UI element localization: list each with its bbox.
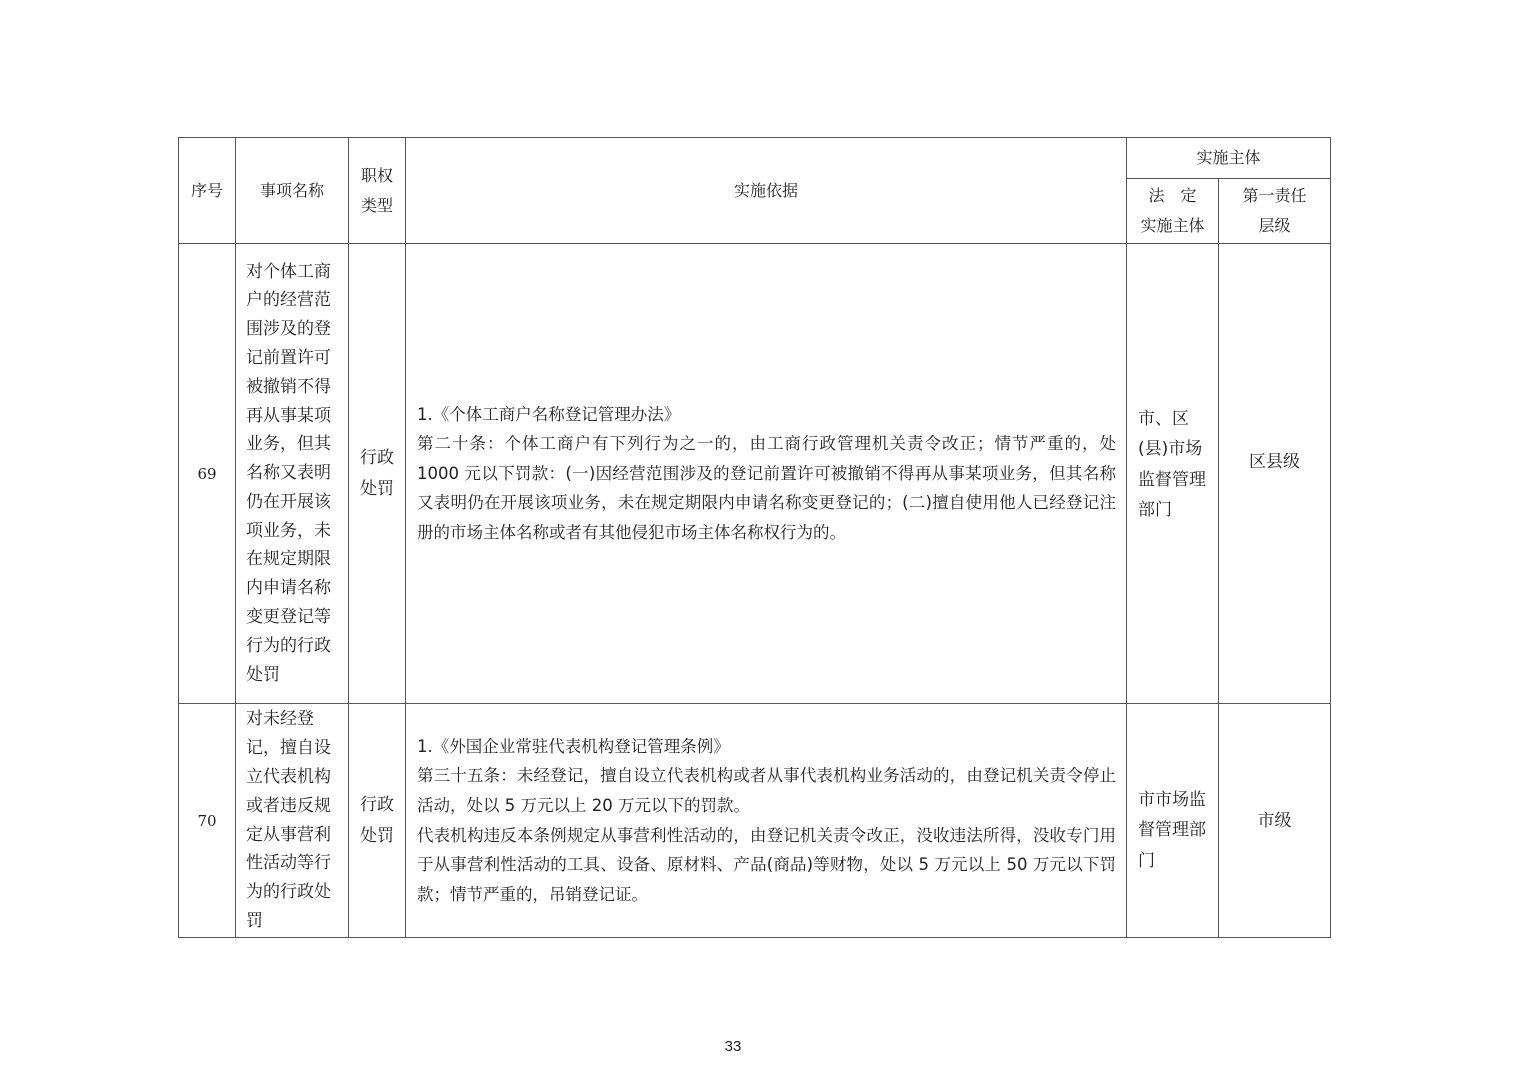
page-number: 33 bbox=[724, 1038, 742, 1055]
row-power-type-line2: 处罚 bbox=[360, 825, 394, 846]
header-first-level bbox=[1219, 179, 1331, 244]
header-implementer-group: 实施主体 bbox=[1127, 138, 1331, 179]
row-basis bbox=[406, 244, 1127, 704]
row-legal-implementer: 市市场监督管理部门 bbox=[1127, 704, 1219, 938]
header-first-level-line2: 层级 bbox=[1258, 216, 1291, 235]
row-power-type-line1: 行政 bbox=[360, 795, 394, 815]
table-row bbox=[179, 704, 1331, 938]
header-power-type-line1: 职权 bbox=[360, 165, 393, 185]
header-legal-implementer-line2: 实施主体 bbox=[1140, 216, 1205, 235]
header-legal-implementer-line1: 法 定 bbox=[1148, 186, 1197, 205]
header-power-type bbox=[349, 138, 406, 244]
basis-paragraph: 第二十条：个体工商户有下列行为之一的，由工商行政管理机关责令改正；情节严重的，处 1000 元以下罚款：(一)因经营范围涉及的登记前置许可被撤销不得再从事某项业务，但其名称又表明仍在开展该项业务，未在规定期限内申请名称变更登记的；(二)擅自使用他人已经登记注册的市场主体名称或者有其他侵犯市场主体名称权行为的。 bbox=[417, 434, 1116, 542]
header-seq: 序号 bbox=[179, 138, 236, 244]
row-first-level: 区县级 bbox=[1219, 244, 1331, 704]
header-power-type-line2: 类型 bbox=[360, 195, 393, 215]
row-power-type bbox=[349, 244, 406, 704]
row-legal-implementer: 市、区(县)市场监督管理部门 bbox=[1127, 244, 1219, 704]
header-item-name: 事项名称 bbox=[236, 138, 349, 244]
row-basis bbox=[406, 704, 1127, 938]
row-item-name: 对未经登记，擅自设立代表机构或者违反规定从事营利性活动等行为的行政处罚 bbox=[236, 704, 349, 938]
authority-table bbox=[178, 137, 1331, 938]
table-row bbox=[179, 244, 1331, 704]
basis-paragraph: 第三十五条：未经登记，擅自设立代表机构或者从事代表机构业务活动的，由登记机关责令停止活动，处以 5 万元以上 20 万元以下的罚款。 bbox=[417, 766, 1116, 815]
header-legal-implementer bbox=[1127, 179, 1219, 244]
header-row-1 bbox=[179, 138, 1331, 179]
row-power-type bbox=[349, 704, 406, 938]
row-item-name: 对个体工商户的经营范围涉及的登记前置许可被撤销不得再从事某项业务，但其名称又表明仍在开展该项业务，未在规定期限内申请名称变更登记等行为的行政处罚 bbox=[236, 244, 349, 704]
row-first-level: 市级 bbox=[1219, 704, 1331, 938]
row-seq: 69 bbox=[179, 244, 236, 704]
basis-law-title: 1.《个体工商户名称登记管理办法》 bbox=[417, 404, 681, 424]
row-power-type-line2: 处罚 bbox=[360, 478, 394, 499]
basis-paragraph: 代表机构违反本条例规定从事营利性活动的，由登记机关责令改正，没收违法所得，没收专门用于从事营利性活动的工具、设备、原材料、产品(商品)等财物，处以 5 万元以上 50 万元以下罚款；情节严重的，吊销登记证。 bbox=[417, 825, 1116, 904]
row-seq: 70 bbox=[179, 704, 236, 938]
header-basis: 实施依据 bbox=[406, 138, 1127, 244]
header-first-level-line1: 第一责任 bbox=[1242, 186, 1307, 205]
row-power-type-line1: 行政 bbox=[360, 448, 394, 468]
basis-law-title: 1.《外国企业常驻代表机构登记管理条例》 bbox=[417, 736, 730, 756]
